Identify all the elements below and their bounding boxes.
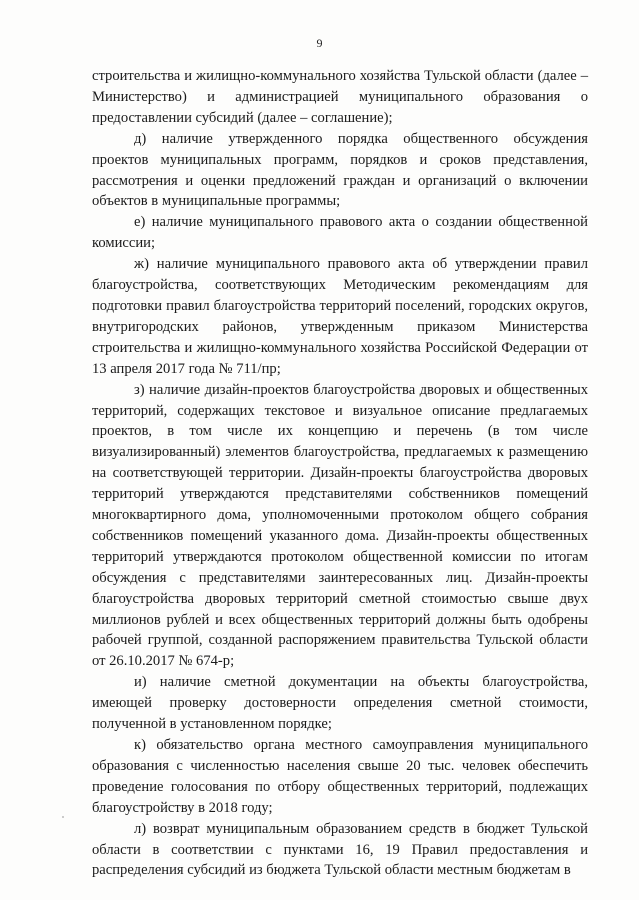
paragraph-item-z: з) наличие дизайн-проектов благоустройства дворовых и общественных территорий, содержащих текстовое и визуальное описание предлагаемых проектов, в том числе их концепцию и перечень (в том числе визуализированный) элементов благоустройства, предлагаемых к размещению на соответствующей территории. Дизайн-проекты благоустройства дворовых территорий утверждаются представителями собственников помещений многоквартирного дома, уполномоченными протоколом общего собрания собственников помещений указанного дома. Дизайн-проекты общественных территорий утверждаются протоколом общественной комиссии по итогам обсуждения с представителями заинтересованных лиц. Дизайн-проекты благоустройства дворовых территорий сметной стоимостью свыше двух миллионов рублей и всех общественных территорий должны быть одобрены рабочей группой, созданной распоряжением правительства Тульской области от 26.10.2017 № 674-р;: [92, 381, 588, 670]
paragraph-item-i: и) наличие сметной документации на объекты благоустройства, имеющей проверку достоверности определения сметной стоимости, полученной в установленном порядке;: [92, 674, 588, 733]
paragraph-item-zh: ж) наличие муниципального правового акта об утверждении правил благоустройства, соответствующих Методическим рекомендациям для подготовки правил благоустройства территорий поселений, городских округов, внутригородских районов, утвержденным приказом Министерства строительства и жилищно-коммунального хозяйства Российской Федерации от 13 апреля 2017 года № 711/пр;: [92, 256, 588, 377]
paragraph-item-e: е) наличие муниципального правового акта о создании общественной комиссии;: [92, 214, 588, 252]
document-body: [92, 66, 588, 881]
scan-speck: [62, 816, 64, 818]
page-number: 9: [316, 36, 323, 50]
paragraph-item-k: к) обязательство органа местного самоуправления муниципального образования с численностью населения свыше 20 тыс. человек обеспечить проведение голосования по отбору общественных территорий, подлежащих благоустройству в 2018 году;: [92, 737, 588, 816]
paragraph-item-l: л) возврат муниципальным образованием средств в бюджет Тульской области в соответствии с пунктами 16, 19 Правил предоставления и распределения субсидий из бюджета Тульской области местным бюджетам в: [92, 820, 588, 879]
paragraph-continuation: строительства и жилищно-коммунального хозяйства Тульской области (далее – Министерство) и администрацией муниципального образования о предоставлении субсидий (далее – соглашение);: [92, 68, 588, 126]
paragraph-item-d: д) наличие утвержденного порядка общественного обсуждения проектов муниципальных программ, порядков и сроков представления, рассмотрения и оценки предложений граждан и организаций о включении объектов в муниципальные программы;: [92, 130, 588, 210]
